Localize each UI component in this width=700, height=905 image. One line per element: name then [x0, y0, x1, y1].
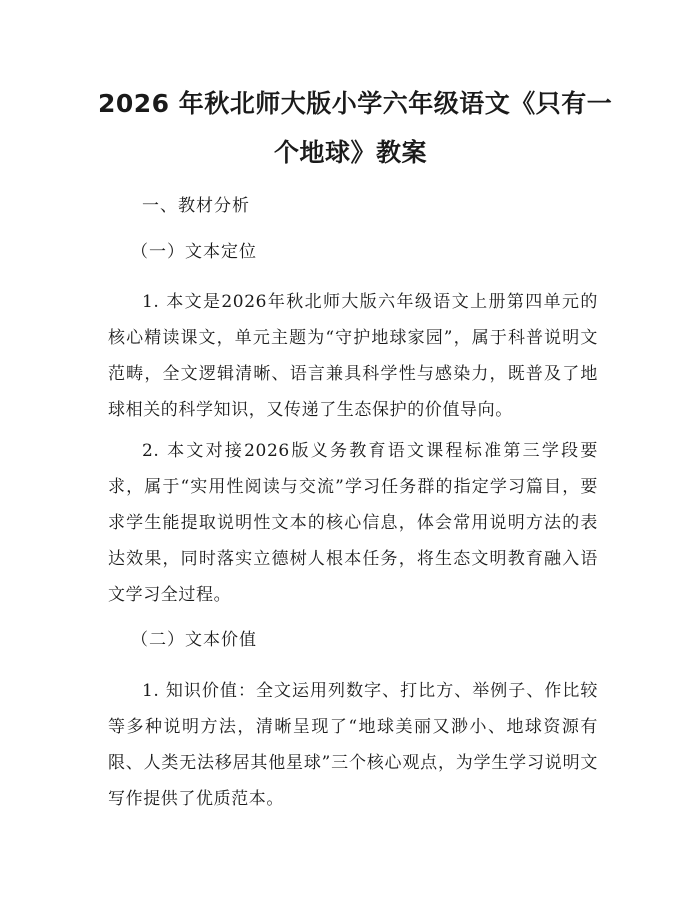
paragraph-value-1: 1. 知识价值：全文运用列数字、打比方、举例子、作比较等多种说明方法，清晰呈现了“地球美丽又渺小、地球资源有限、人类无法移居其他星球”三个核心观点，为学生学习说明文写作提供了优质范本。 — [108, 681, 598, 809]
document-title-line-1: 2026 年秋北师大版小学六年级语文《只有一 — [98, 89, 613, 118]
paragraph-positioning-2: 2. 本文对接2026版义务教育语文课程标准第三学段要求，属于“实用性阅读与交流”学习任务群的指定学习篇目，要求学生能提取说明性文本的核心信息，体会常用说明方法的表达效果，同时落实立德树人根本任务，将生态文明教育融入语文学习全过程。 — [108, 441, 598, 605]
paragraph-positioning-1: 1. 本文是2026年秋北师大版六年级语文上册第四单元的核心精读课文，单元主题为“守护地球家园”，属于科普说明文范畴，全文逻辑清晰、语言兼具科学性与感染力，既普及了地球相关的科学知识，又传递了生态保护的价值导向。 — [108, 292, 598, 420]
subsection-heading-text-value: （二）文本价值 — [131, 630, 257, 650]
document-title-line-2: 个地球》教案 — [273, 138, 427, 167]
section-heading-textbook-analysis: 一、教材分析 — [142, 196, 250, 216]
subsection-heading-text-positioning: （一）文本定位 — [131, 242, 257, 262]
